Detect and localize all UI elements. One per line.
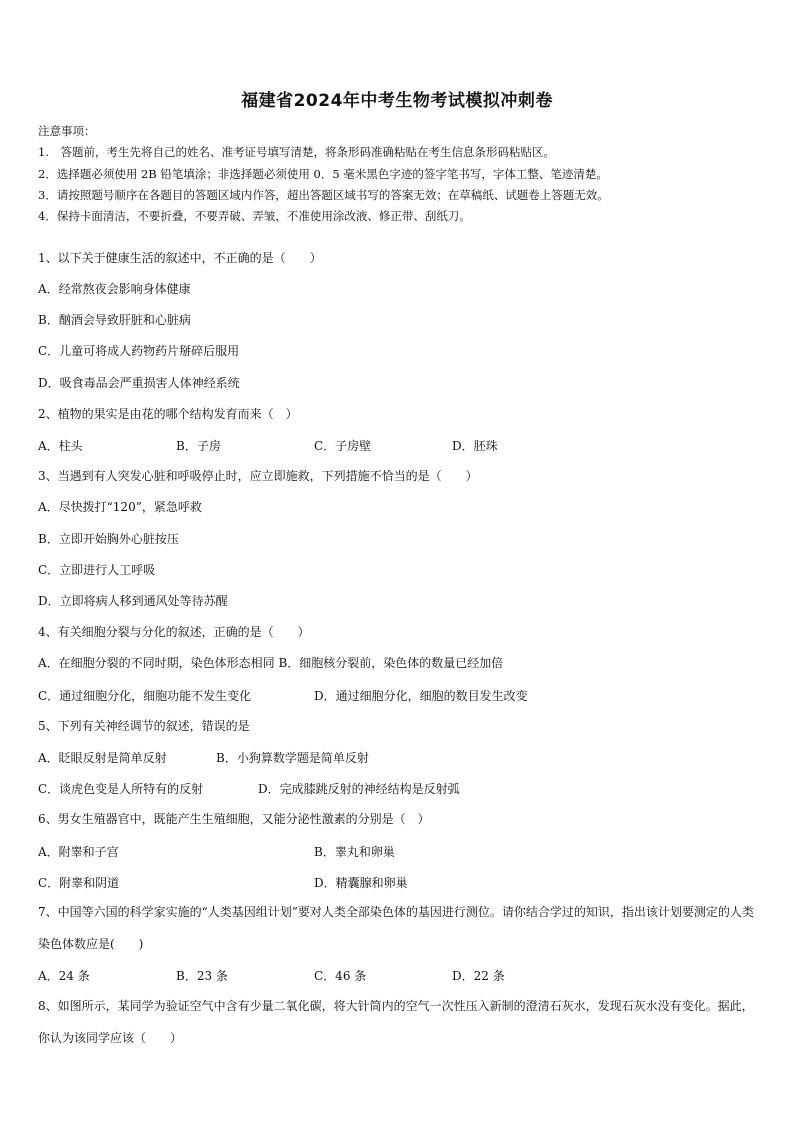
question-5-options-ab <box>38 749 758 765</box>
question-7-option-d: D．22 条 <box>452 969 505 983</box>
question-7-option-a: A．24 条 <box>38 969 90 983</box>
question-1-option-a: A．经常熬夜会影响身体健康 <box>38 282 191 296</box>
question-2-option-b: B．子房 <box>176 439 221 453</box>
question-3-option-c: C．立即进行人工呼吸 <box>38 563 156 577</box>
question-6-options-cd <box>38 874 758 890</box>
question-3-option-d: D．立即将病人移到通风处等待苏醒 <box>38 594 228 608</box>
question-5-option-b: B．小狗算数学题是简单反射 <box>216 751 369 765</box>
question-5-stem: 5、下列有关神经调节的叙述，错误的是 <box>38 719 250 733</box>
question-8-stem: 8、如图所示，某同学为验证空气中含有少量二氧化碳，将大针筒内的空气一次性压入新制的澄清石灰水，发现石灰水没有变化。据此，你认为该同学应该（ ） <box>38 999 754 1045</box>
question-5-options-cd <box>38 780 758 796</box>
notice-item-3: 3．请按照题号顺序在各题目的答题区域内作答，超出答题区域书写的答案无效；在草稿纸、试题卷上答题无效。 <box>38 187 609 202</box>
question-1-option-d: D．吸食毒品会严重损害人体神经系统 <box>38 376 240 390</box>
question-1-stem: 1、以下关于健康生活的叙述中，不正确的是（ ） <box>38 251 322 265</box>
notice-item-1: 1. 答题前，考生先将自己的姓名、准考证号填写清楚，将条形码准确粘贴在考生信息条形码粘贴区。 <box>38 145 555 160</box>
question-3-stem: 3、当遇到有人突发心脏和呼吸停止时，应立即施救，下列措施不恰当的是（ ） <box>38 469 478 483</box>
notice-item-4: 4．保持卡面清洁，不要折叠，不要弄破、弄皱，不准使用涂改液、修正带、刮纸刀。 <box>38 209 471 224</box>
question-5-option-d: D．完成膝跳反射的神经结构是反射弧 <box>258 782 460 796</box>
question-4-option-d: D．通过细胞分化，细胞的数目发生改变 <box>314 689 528 703</box>
question-2-option-a: A．柱头 <box>38 439 83 453</box>
question-7-option-c: C．46 条 <box>314 969 367 983</box>
question-6-option-b: B．睾丸和卵巢 <box>314 845 395 859</box>
exam-title: 福建省2024年中考生物考试模拟冲刺卷 <box>241 91 553 111</box>
question-5-option-c: C．谈虎色变是人所特有的反射 <box>38 782 204 796</box>
question-5-option-a: A．眨眼反射是简单反射 <box>38 751 167 765</box>
question-4-options-cd <box>38 687 758 703</box>
question-6-stem: 6、男女生殖器官中，既能产生生殖细胞，又能分泌性激素的分别是（ ） <box>38 812 430 826</box>
question-4-option-c: C．通过细胞分化，细胞功能不发生变化 <box>38 689 252 703</box>
question-1-option-b: B．酗酒会导致肝脏和心脏病 <box>38 313 191 327</box>
question-1-option-c: C．儿童可将成人药物药片掰碎后服用 <box>38 344 240 358</box>
notice-header: 注意事项： <box>38 124 96 138</box>
question-2-stem: 2、植物的果实是由花的哪个结构发育而来（ ） <box>38 407 298 421</box>
question-4-stem: 4、有关细胞分裂与分化的叙述，正确的是（ ） <box>38 625 310 639</box>
question-7-option-b: B．23 条 <box>176 969 228 983</box>
question-7-stem: 7、中国等六国的科学家实施的“人类基因组计划”要对人类全部染色体的基因进行测位。请你结合学过的知识，指出该计划要测定的人类染色体数应是( ) <box>38 905 754 951</box>
question-3-option-a: A．尽快拨打“120”，紧急呼救 <box>38 500 202 514</box>
notice-item-2: 2．选择题必须使用 2B 铅笔填涂；非选择题必须使用 0．5 毫米黑色字迹的签字笔书写，字体工整、笔迹清楚。 <box>38 166 608 181</box>
question-2-option-c: C．子房壁 <box>314 439 372 453</box>
question-2-options <box>38 437 758 453</box>
question-6-option-a: A．附睾和子宫 <box>38 845 119 859</box>
question-6-option-c: C．附睾和阴道 <box>38 876 120 890</box>
notice-section <box>38 121 768 227</box>
question-7-options <box>38 967 758 983</box>
question-2-option-d: D．胚珠 <box>452 439 498 453</box>
question-4-options-ab: A．在细胞分裂的不同时期，染色体形态相同 B．细胞核分裂前，染色体的数量已经加倍 <box>38 656 504 670</box>
question-3-option-b: B．立即开始胸外心脏按压 <box>38 532 179 546</box>
question-6-option-d: D．精囊腺和卵巢 <box>314 876 408 890</box>
question-6-options-ab <box>38 843 758 859</box>
